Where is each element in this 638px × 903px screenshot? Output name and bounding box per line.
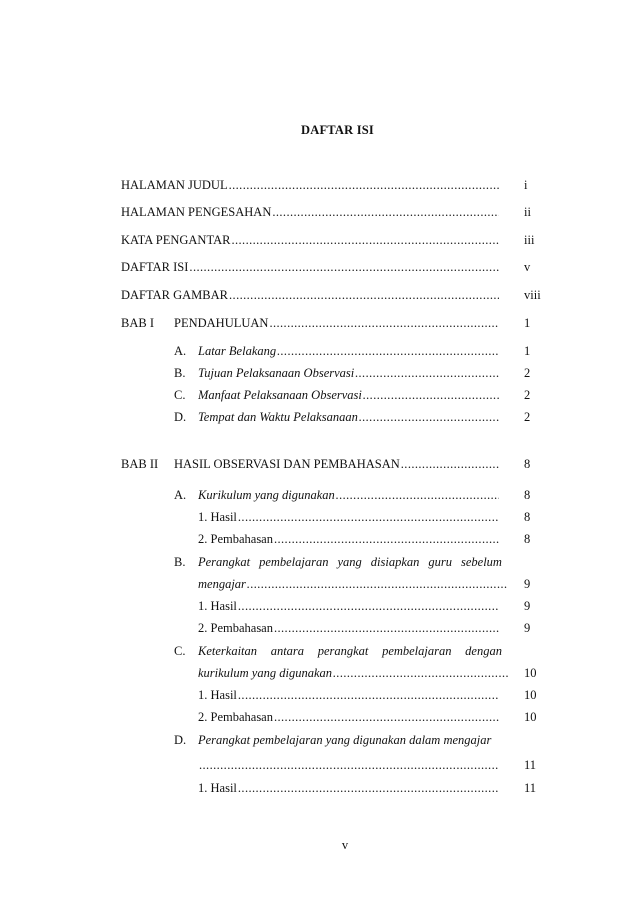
dot-leader bbox=[272, 203, 499, 221]
dot-leader bbox=[229, 286, 499, 304]
chapter-number: BAB II bbox=[121, 457, 159, 471]
toc-entry-page: 2 bbox=[524, 410, 531, 424]
word: perangkat bbox=[317, 644, 369, 658]
section-label: Tujuan Pelaksanaan Observasi bbox=[198, 366, 355, 380]
toc-entry-page: ii bbox=[524, 205, 531, 219]
toc-entry-page: 1 bbox=[524, 316, 531, 330]
dot-leader bbox=[269, 314, 499, 332]
dot-leader bbox=[277, 342, 499, 360]
toc-entry-page: iii bbox=[524, 233, 535, 247]
subsection-label: 1. Hasil bbox=[198, 688, 237, 702]
toc-entry-page: i bbox=[524, 178, 528, 192]
dot-leader bbox=[359, 408, 499, 426]
section-label: Manfaat Pelaksanaan Observasi bbox=[198, 388, 362, 402]
word: antara bbox=[270, 644, 305, 658]
dot-leader bbox=[238, 597, 499, 615]
dot-leader bbox=[355, 364, 499, 382]
toc-entry-page: 8 bbox=[524, 488, 531, 502]
page-number-footer: v bbox=[341, 838, 349, 852]
section-letter: C. bbox=[174, 644, 186, 658]
section-label: Kurikulum yang digunakan bbox=[198, 488, 335, 502]
word: pembelajaran bbox=[382, 644, 452, 658]
toc-entry-page: 11 bbox=[524, 758, 537, 772]
dot-leader bbox=[189, 258, 499, 276]
page-title: DAFTAR ISI bbox=[301, 123, 374, 137]
toc-entry-page: v bbox=[524, 260, 531, 274]
dot-leader bbox=[274, 530, 499, 548]
dot-leader bbox=[238, 779, 499, 797]
toc-entry-page: 1 bbox=[524, 344, 531, 358]
section-letter: A. bbox=[174, 488, 187, 502]
toc-section-perangkat-digunakan-line1: Perangkat pembelajaran yang digunakan dalam mengajar bbox=[198, 733, 492, 747]
dot-leader bbox=[274, 619, 499, 637]
toc-section-keterkaitan-line1 bbox=[198, 642, 502, 660]
chapter-label: PENDAHULUAN bbox=[174, 316, 269, 330]
word: pembelajaran bbox=[259, 555, 329, 569]
toc-entry-page: 10 bbox=[524, 666, 537, 680]
word: dengan bbox=[465, 644, 502, 658]
toc-entry-page: viii bbox=[524, 288, 541, 302]
dot-leader bbox=[238, 508, 499, 526]
section-letter: B. bbox=[174, 366, 186, 380]
section-label: mengajar bbox=[198, 577, 246, 591]
dot-leader bbox=[274, 708, 499, 726]
toc-entry-page: 10 bbox=[524, 710, 537, 724]
toc-entry-page: 2 bbox=[524, 388, 531, 402]
toc-entry-page: 11 bbox=[524, 781, 537, 795]
toc-entry-page: 9 bbox=[524, 599, 531, 613]
toc-entry-label: DAFTAR GAMBAR bbox=[121, 288, 229, 302]
subsection-label: 1. Hasil bbox=[198, 781, 237, 795]
word: disiapkan bbox=[370, 555, 420, 569]
toc-entry-page: 2 bbox=[524, 366, 531, 380]
section-label: Latar Belakang bbox=[198, 344, 277, 358]
section-letter: C. bbox=[174, 388, 186, 402]
section-letter: B. bbox=[174, 555, 186, 569]
toc-entry-label: HALAMAN PENGESAHAN bbox=[121, 205, 272, 219]
toc-entry-label: HALAMAN JUDUL bbox=[121, 178, 228, 192]
section-letter: A. bbox=[174, 344, 187, 358]
dot-leader bbox=[363, 386, 499, 404]
subsection-label: 2. Pembahasan bbox=[198, 710, 273, 724]
toc-entry-page: 8 bbox=[524, 510, 531, 524]
dot-leader bbox=[401, 455, 499, 473]
dot-leader bbox=[336, 486, 499, 504]
dot-leader bbox=[231, 231, 499, 249]
toc-entry-page: 10 bbox=[524, 688, 537, 702]
section-letter: D. bbox=[174, 410, 187, 424]
dot-leader bbox=[333, 664, 508, 682]
subsection-label: 1. Hasil bbox=[198, 599, 237, 613]
toc-entry-label: KATA PENGANTAR bbox=[121, 233, 231, 247]
subsection-label: 1. Hasil bbox=[198, 510, 237, 524]
dot-leader bbox=[229, 176, 499, 194]
section-letter: D. bbox=[174, 733, 187, 747]
section-label: Tempat dan Waktu Pelaksanaan bbox=[198, 410, 358, 424]
dot-leader bbox=[238, 686, 499, 704]
toc-entry-page: 8 bbox=[524, 457, 531, 471]
word: sebelum bbox=[460, 555, 502, 569]
toc-entry-page: 9 bbox=[524, 621, 531, 635]
toc-entry-page: 8 bbox=[524, 532, 531, 546]
toc-section-perangkat-disiapkan-line1 bbox=[198, 553, 502, 571]
chapter-number: BAB I bbox=[121, 316, 154, 330]
toc-entry-label: DAFTAR ISI bbox=[121, 260, 189, 274]
chapter-label: HASIL OBSERVASI DAN PEMBAHASAN bbox=[174, 457, 400, 471]
dot-leader bbox=[199, 756, 499, 774]
word: Keterkaitan bbox=[198, 644, 258, 658]
word: guru bbox=[428, 555, 452, 569]
word: Perangkat bbox=[198, 555, 251, 569]
dot-leader bbox=[247, 575, 508, 593]
subsection-label: 2. Pembahasan bbox=[198, 621, 273, 635]
section-label: kurikulum yang digunakan bbox=[198, 666, 333, 680]
word: yang bbox=[337, 555, 362, 569]
toc-entry-page: 9 bbox=[524, 577, 531, 591]
subsection-label: 2. Pembahasan bbox=[198, 532, 273, 546]
